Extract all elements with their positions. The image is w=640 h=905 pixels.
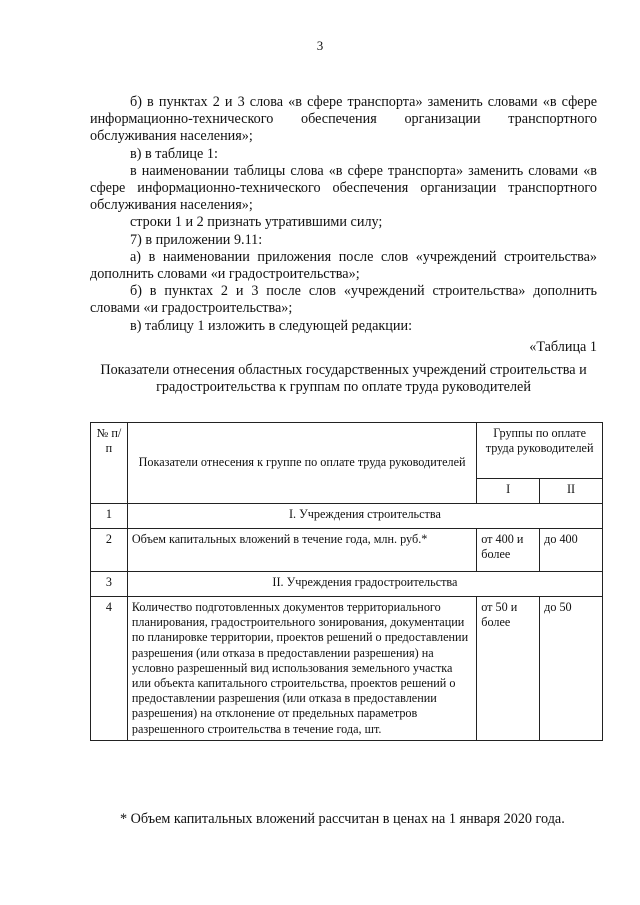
row-num: 1	[91, 504, 128, 529]
paragraph-8: в) таблицу 1 изложить в следующей редакции:	[130, 317, 413, 334]
paragraph-4: строки 1 и 2 признать утратившими силу;	[130, 214, 383, 231]
table-row	[91, 597, 603, 741]
section-title: II. Учреждения градостроительства	[127, 572, 602, 597]
paragraph-1: б) в пунктах 2 и 3 слова «в сфере транспорта» заменить словами «в сфере информационно-технического обеспечения организации транспортного обслуживания населения»;	[90, 94, 597, 145]
table-title: Показатели отнесения областных государственных учреждений строительства и градостроительства к группам по оплате труда руководителей	[100, 362, 587, 396]
paragraph-6: а) в наименовании приложения после слов «учреждений строительства» дополнить словами «и градостроительства»;	[90, 248, 597, 283]
paragraph-7: б) в пунктах 2 и 3 после слов «учреждений строительства» дополнить словами «и градостроительства»;	[90, 283, 597, 317]
body-text	[90, 94, 597, 356]
table-label: «Таблица 1	[529, 338, 597, 355]
table-row	[91, 504, 603, 529]
row-num: 2	[91, 529, 128, 572]
header-indicator: Показатели отнесения к группе по оплате труда руководителей	[127, 423, 476, 504]
indicators-table	[90, 422, 603, 741]
row-group-2: до 50	[540, 597, 603, 741]
paragraph-2: в) в таблице 1:	[130, 145, 218, 162]
row-group-2: до 400	[540, 529, 603, 572]
row-indicator: Количество подготовленных документов территориального планирования, градостроительного зонирования, документации по планировке территории, проектов решений о предоставлении разрешения (или отказа в предоставлении разрешения) на условно разрешенный вид использования земельного участка или объекта капитального строительства, проектов решений о предоставлении разрешения (или отказа в предоставлении разрешения) на отклонение от предельных параметров разрешенного строительства в течение года, шт.	[127, 597, 476, 741]
table-row	[91, 572, 603, 597]
section-title: I. Учреждения строительства	[127, 504, 602, 529]
row-group-1: от 400 и более	[477, 529, 540, 572]
table-row	[91, 529, 603, 572]
row-num: 4	[91, 597, 128, 741]
paragraph-5: 7) в приложении 9.11:	[130, 231, 263, 248]
header-groups: Группы по оплате труда руководителей	[477, 423, 603, 479]
table-header-row	[91, 423, 603, 479]
footnote: * Объем капитальных вложений рассчитан в ценах на 1 января 2020 года.	[120, 811, 565, 827]
header-group-1: I	[477, 478, 540, 503]
paragraph-3: в наименовании таблицы слова «в сфере транспорта» заменить словами «в сфере информационно-технического обеспечения организации транспортного обслуживания населения»;	[90, 162, 597, 214]
row-num: 3	[91, 572, 128, 597]
row-group-1: от 50 и более	[477, 597, 540, 741]
page-number: 3	[316, 38, 324, 53]
header-num: № п/п	[91, 423, 128, 504]
header-group-2: II	[540, 478, 603, 503]
row-indicator: Объем капитальных вложений в течение года, млн. руб.*	[127, 529, 476, 572]
